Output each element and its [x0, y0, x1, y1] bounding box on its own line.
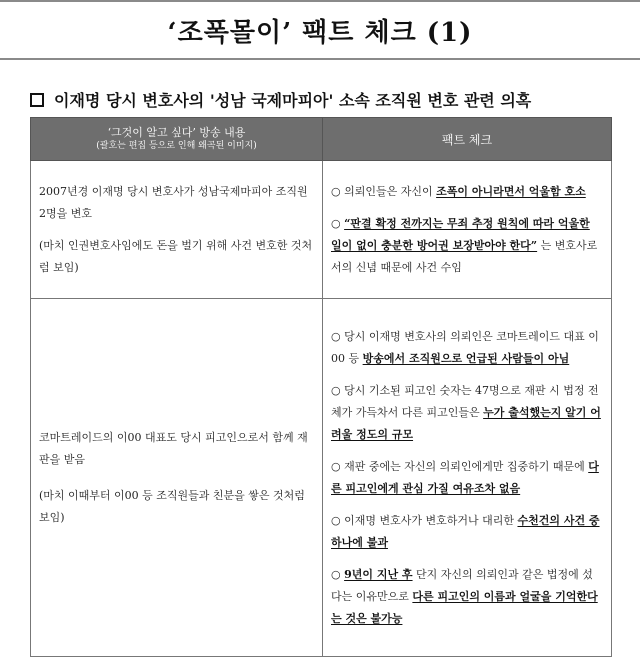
header-fact-check-label: 팩트 체크	[441, 132, 493, 147]
header-broadcast-content	[31, 118, 323, 161]
row1-broadcast-implication: (마치 인권변호사임에도 돈을 벌기 위해 사건 변호한 것처럼 보임)	[39, 238, 313, 274]
header-broadcast-title: ‘그것이 알고 싶다’ 방송 내용	[107, 126, 246, 139]
row1-fact-1-text: ○ 의뢰인들은 자신이	[331, 184, 437, 198]
row1-fact-2-text: 는 변호사로서의 신념 때문에 사건 수임	[331, 238, 598, 274]
row1-fact-2	[331, 213, 603, 279]
fact-check-table	[30, 117, 612, 657]
header-fact-check	[323, 118, 612, 161]
row2-fact-1	[331, 326, 603, 370]
header-broadcast-note: (괄호는 편집 등으로 인해 왜곡된 이미지)	[96, 141, 257, 151]
row2-broadcast-claim: 코마트레이드의 이00 대표도 당시 피고인으로서 함께 재판을 받음	[39, 430, 308, 466]
row2-fact-3-text: ○ 재판 중에는 자신의 의뢰인에게만 집중하기 때문에	[331, 459, 589, 473]
row2-fact-5	[331, 564, 603, 630]
section-heading-text: 이재명 당시 변호사의 '성남 국제마피아' 소속 조직원 변호 관련 의혹	[54, 91, 532, 110]
row2-fact-2-text: ○ 당시 기소된 피고인 숫자는 47명으로 재판 시 법정 전체가 가득차서 다른 피고인들은	[331, 383, 599, 419]
row1-broadcast-claim: 2007년경 이재명 당시 변호사가 성남국제마피아 조직원 2명을 변호	[39, 184, 308, 220]
row2-fact-2	[331, 380, 603, 446]
row1-fact-2-bullet: ○	[331, 216, 345, 230]
row1-fact-1-emphasis: 조폭이 아니라면서 억울함 호소	[436, 184, 586, 198]
table-header-row	[31, 118, 612, 161]
row1-broadcast-cell	[31, 161, 323, 299]
row2-fact-3-emphasis: 다른 피고인에게 관심 가질 여유조차 없음	[331, 459, 599, 495]
table-row	[31, 161, 612, 299]
row2-fact-cell	[323, 299, 612, 657]
row1-fact-2-emphasis: “판결 확정 전까지는 무죄 추정 원칙에 따라 억울한 일이 없이 충분한 방어권 보장받아야 한다”	[331, 216, 590, 252]
checkbox-square-icon	[30, 93, 44, 107]
row2-fact-5-text: 단지 자신의 의뢰인과 같은 법정에 섰다는 이유만으로	[331, 567, 593, 603]
row2-fact-2-emphasis: 누가 출석했는지 알기 어려울 정도의 규모	[331, 405, 601, 441]
row2-fact-5-bullet: ○	[331, 567, 345, 581]
row1-fact-1	[331, 181, 603, 203]
section-heading	[30, 88, 531, 111]
row2-broadcast-cell	[31, 299, 323, 657]
row2-fact-5-emphasis-a: 9년이 지난 후	[344, 567, 413, 581]
row1-fact-cell	[323, 161, 612, 299]
row2-fact-5-emphasis-b: 다른 피고인의 이름과 얼굴을 기억한다는 것은 불가능	[331, 589, 598, 625]
table-row	[31, 299, 612, 657]
row2-broadcast-implication: (마치 이때부터 이00 등 조직원들과 친분을 쌓은 것처럼 보임)	[39, 488, 305, 524]
row2-fact-4-emphasis: 수천건의 사건 중 하나에 불과	[331, 513, 600, 549]
page-title: ‘조폭몰이’ 팩트 체크 (1)	[167, 18, 473, 48]
row2-fact-3	[331, 456, 603, 500]
row2-fact-4	[331, 510, 603, 554]
row2-fact-1-text: ○ 당시 이재명 변호사의 의뢰인은 코마트레이드 대표 이00 등	[331, 329, 599, 365]
row2-fact-4-text: ○ 이재명 변호사가 변호하거나 대리한	[331, 513, 518, 527]
row2-fact-1-emphasis: 방송에서 조직원으로 언급된 사람들이 아님	[362, 351, 570, 365]
